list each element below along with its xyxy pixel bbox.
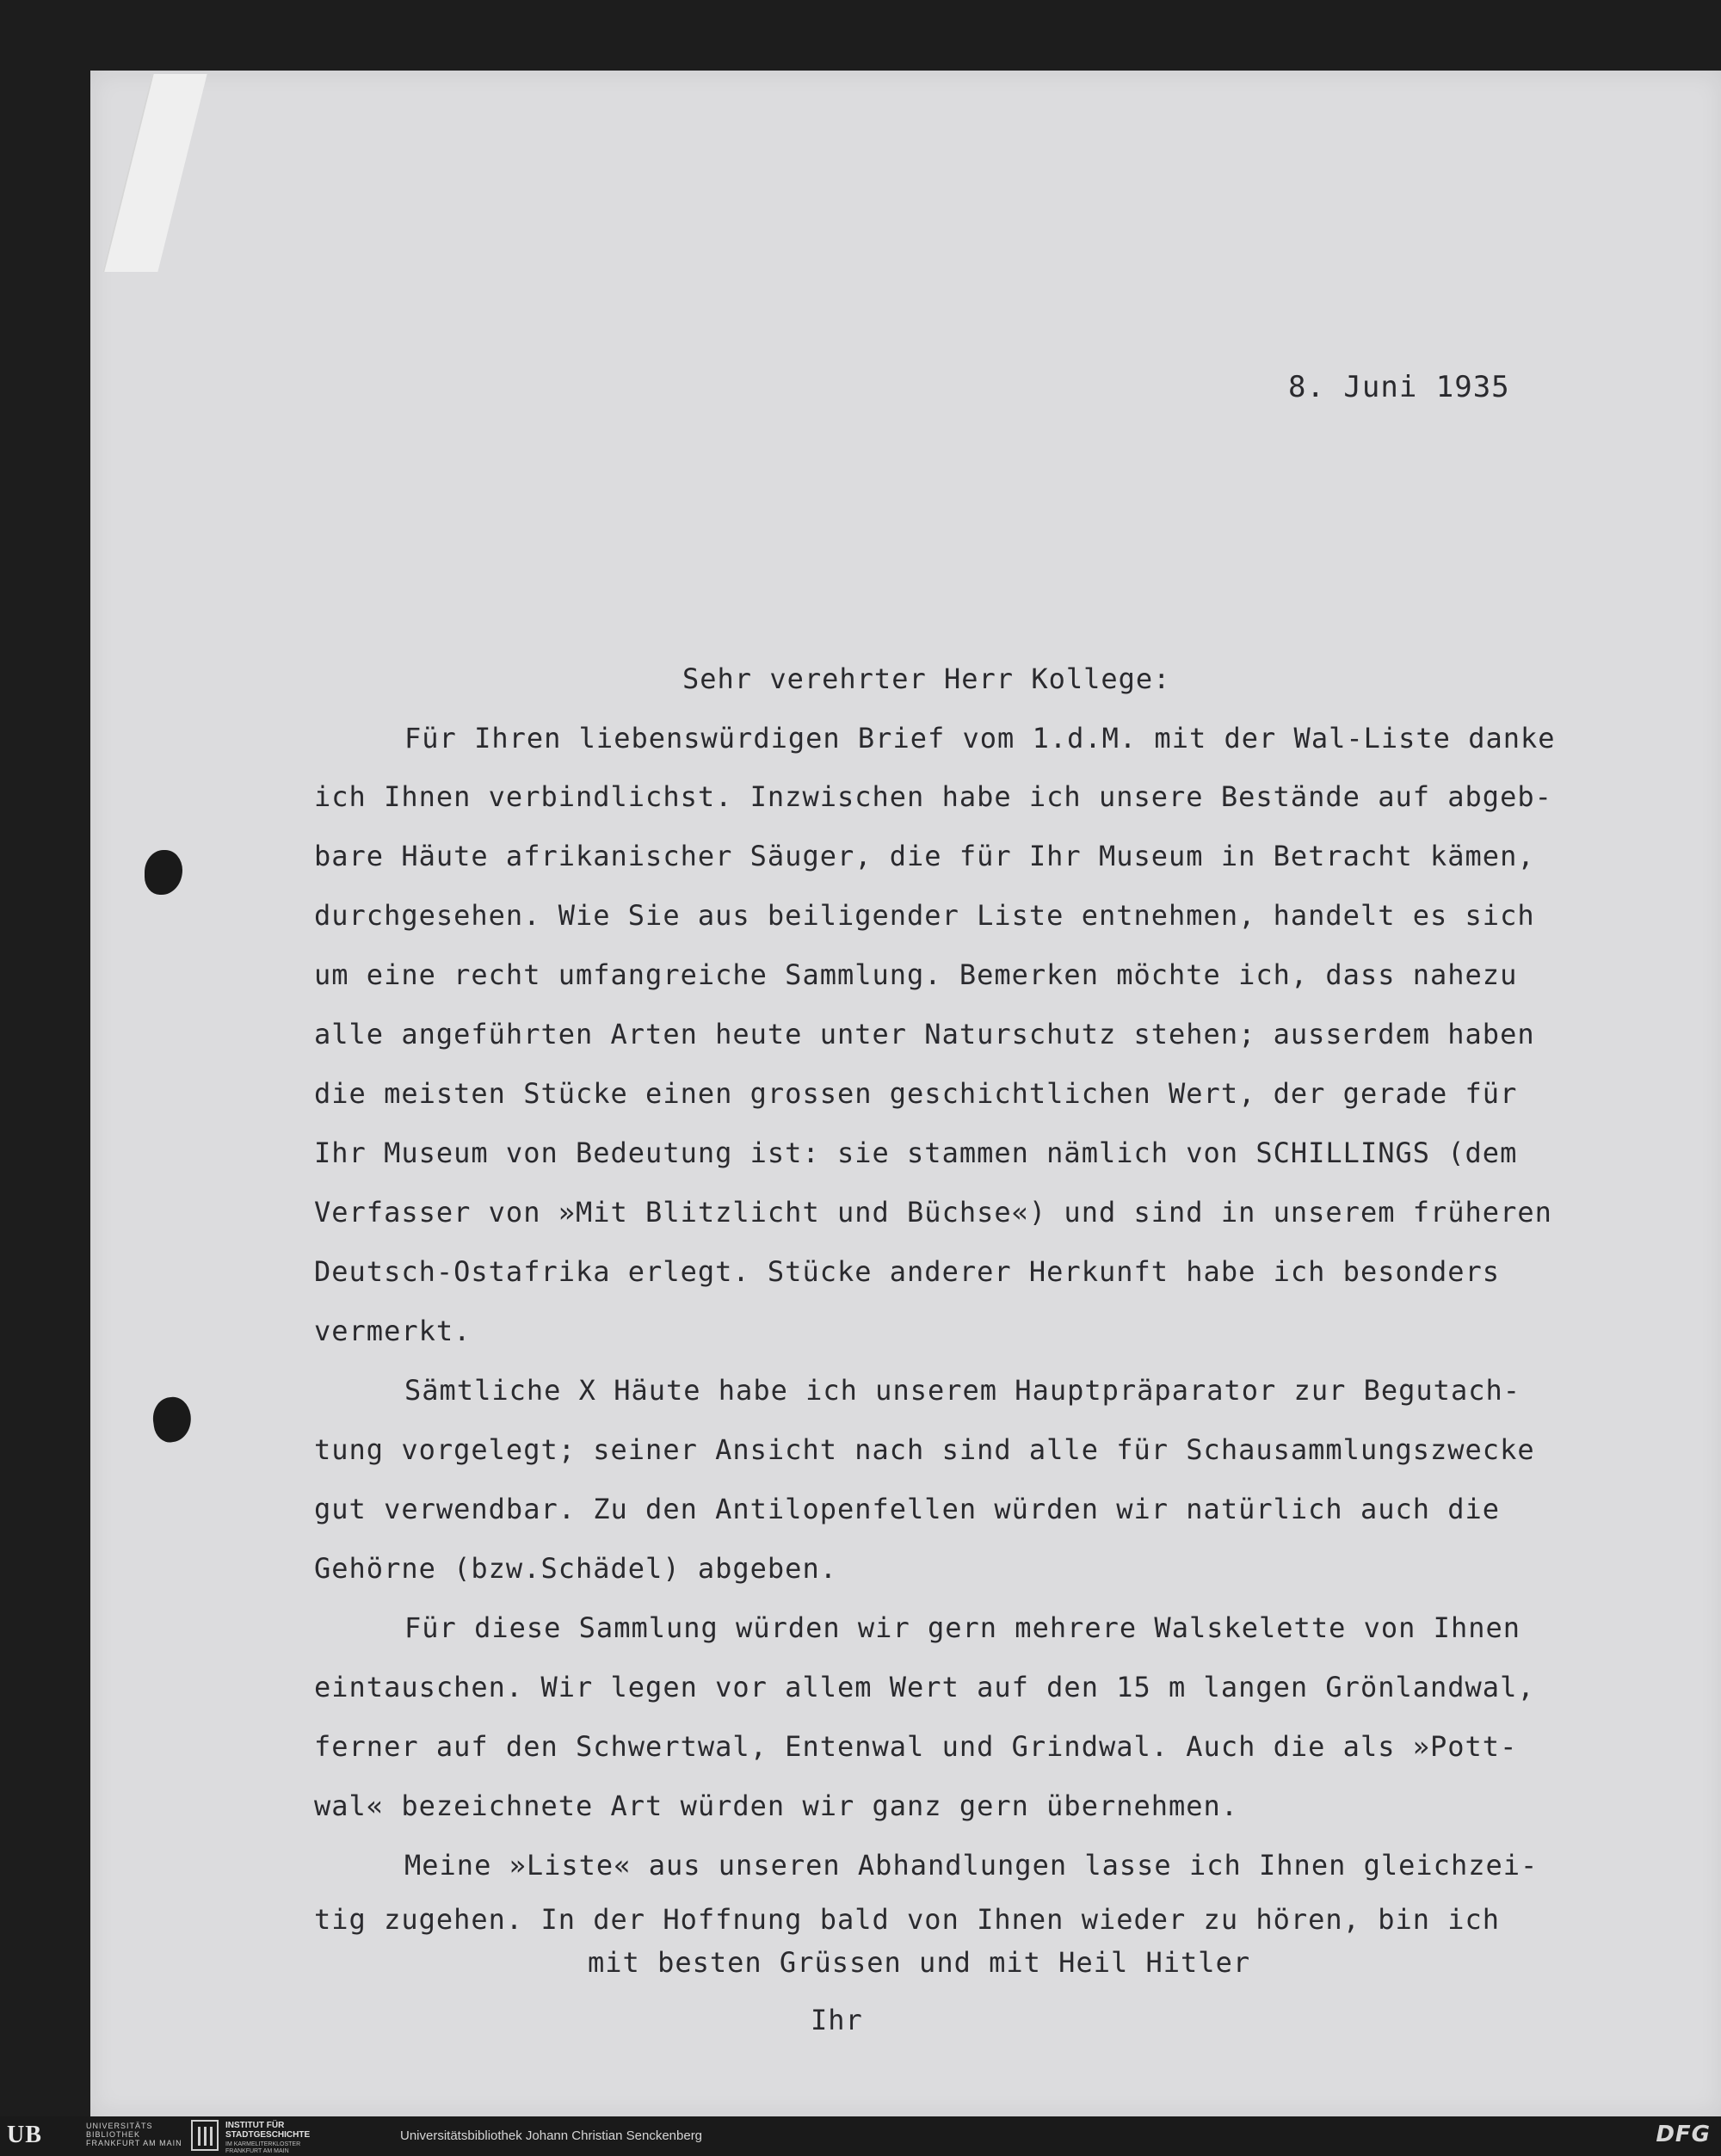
closing-line: mit besten Grüssen und mit Heil Hitler (588, 1946, 1251, 1979)
institute-line: STADTGESCHICHTE (225, 2130, 311, 2140)
body-line: Ihr Museum von Bedeutung ist: sie stammen nämlich von SCHILLINGS (dem (314, 1137, 1518, 1169)
body-line: ich Ihnen verbindlichst. Inzwischen habe ich unsere Bestände auf abgeb- (314, 780, 1552, 813)
salutation: Sehr verehrter Herr Kollege: (682, 662, 1171, 695)
body-line: Für diese Sammlung würden wir gern mehrere Walskelette von Ihnen (404, 1611, 1521, 1644)
body-line: alle angeführten Arten heute unter Naturschutz stehen; ausserdem haben (314, 1018, 1535, 1050)
institute-sub-line: FRANKFURT AM MAIN (225, 2148, 289, 2154)
ub-logo: UB (7, 2122, 42, 2148)
ub-sub-line: BIBLIOTHEK (86, 2130, 141, 2139)
body-line: Meine »Liste« aus unseren Abhandlungen lasse ich Ihnen gleichzei- (404, 1849, 1539, 1882)
body-line: Deutsch-Ostafrika erlegt. Stücke anderer Herkunft habe ich besonders (314, 1255, 1501, 1288)
body-line: bare Häute afrikanischer Säuger, die für Ihr Museum in Betracht kämen, (314, 840, 1535, 872)
body-line: gut verwendbar. Zu den Antilopenfellen würden wir natürlich auch die (314, 1493, 1501, 1525)
institute-sub-line: IM KARMELITERKLOSTER (225, 2141, 301, 2147)
body-line: ferner auf den Schwertwal, Entenwal und Grindwal. Auch die als »Pott- (314, 1730, 1518, 1763)
body-line: eintauschen. Wir legen vor allem Wert auf den 15 m langen Grönlandwal, (314, 1671, 1535, 1703)
ub-sub-line: UNIVERSITÄTS (86, 2122, 153, 2130)
letter-date: 8. Juni 1935 (1288, 370, 1510, 404)
body-line: vermerkt. (314, 1315, 472, 1347)
ub-logo-subtitle (86, 2122, 182, 2147)
library-name: Universitätsbibliothek Johann Christian Senckenberg (400, 2128, 703, 2143)
institute-line: INSTITUT FÜR (225, 2121, 285, 2130)
ub-sub-line: FRANKFURT AM MAIN (86, 2139, 182, 2147)
body-line: Für Ihren liebenswürdigen Brief vom 1.d.M. mit der Wal-Liste danke (404, 722, 1556, 755)
institute-subtitle (225, 2141, 300, 2155)
body-line: durchgesehen. Wie Sie aus beiligender Liste entnehmen, handelt es sich (314, 899, 1535, 932)
body-line: Sämtliche X Häute habe ich unserem Hauptpräparator zur Begutach- (404, 1374, 1521, 1407)
footer-bar (0, 2116, 1721, 2156)
body-line: die meisten Stücke einen grossen geschichtlichen Wert, der gerade für (314, 1077, 1518, 1110)
body-line: Gehörne (bzw.Schädel) abgeben. (314, 1552, 837, 1585)
institute-name (225, 2121, 310, 2140)
body-line: tung vorgelegt; seiner Ansicht nach sind alle für Schausammlungszwecke (314, 1433, 1535, 1466)
body-line: wal« bezeichnete Art würden wir ganz gern übernehmen. (314, 1789, 1239, 1822)
body-line: tig zugehen. In der Hoffnung bald von Ihnen wieder zu hören, bin ich (314, 1903, 1501, 1936)
signature-line: Ihr (811, 2004, 863, 2036)
dfg-logo: DFG (1656, 2122, 1711, 2147)
body-line: um eine recht umfangreiche Sammlung. Bemerken möchte ich, dass nahezu (314, 958, 1518, 991)
institute-logo-icon (191, 2120, 219, 2151)
body-line: Verfasser von »Mit Blitzlicht und Büchse«) und sind in unserem früheren (314, 1196, 1552, 1229)
